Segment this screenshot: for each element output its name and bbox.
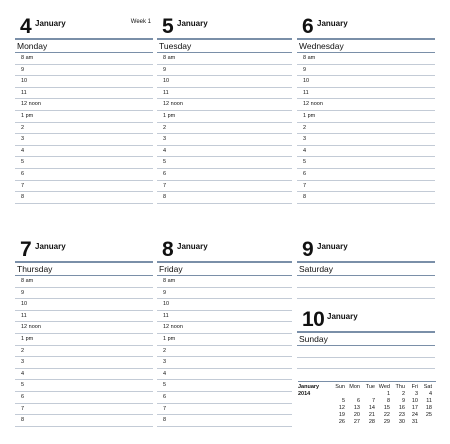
weekday-label: Fri xyxy=(411,384,418,390)
hour-slot: 5 xyxy=(15,157,153,169)
date-cell: 17 xyxy=(411,405,418,411)
hour-slot: 8 am xyxy=(15,276,153,288)
hour-slots xyxy=(15,53,153,204)
hour-slot: 3 xyxy=(15,357,153,369)
hour-slot: 5 xyxy=(157,157,292,169)
date-cell: 7 xyxy=(371,398,375,404)
date-cell: 27 xyxy=(353,419,360,425)
hour-slots xyxy=(297,53,435,204)
mini-calendar-year: 2014 xyxy=(298,391,311,397)
day-month: January xyxy=(35,242,66,251)
hour-slot: 2 xyxy=(157,123,292,135)
hour-slot: 12 noon xyxy=(15,99,153,111)
date-cell: 11 xyxy=(426,398,432,404)
hour-slot: 3 xyxy=(157,357,292,369)
hour-slot: 12 noon xyxy=(297,99,435,111)
hour-slot: 1 pm xyxy=(297,111,435,123)
weekday-label: Tue xyxy=(365,384,375,390)
hour-slot: 8 am xyxy=(157,53,292,65)
date-cell: 31 xyxy=(411,419,418,425)
date-cell: 24 xyxy=(411,412,418,418)
day-name: Saturday xyxy=(297,263,435,276)
blank-line xyxy=(297,346,435,358)
hour-slot: 10 xyxy=(15,299,153,311)
hour-slot: 3 xyxy=(15,134,153,146)
date-cell: 13 xyxy=(353,405,360,411)
date-cell: 15 xyxy=(383,405,390,411)
hour-slot: 11 xyxy=(157,311,292,323)
hour-slot: 4 xyxy=(15,146,153,158)
date-cell: 25 xyxy=(425,412,432,418)
date-cell: 12 xyxy=(338,405,345,411)
hour-slot: 1 pm xyxy=(15,334,153,346)
hour-slot: 9 xyxy=(297,65,435,77)
day-block-sunday xyxy=(297,308,435,369)
day-column-wednesday xyxy=(297,15,435,204)
hour-slot: 3 xyxy=(297,134,435,146)
hour-slot: 9 xyxy=(15,288,153,300)
blank-line xyxy=(297,358,435,370)
day-number: 7 xyxy=(20,238,32,261)
day-month: January xyxy=(327,312,358,321)
hour-slot: 1 pm xyxy=(157,111,292,123)
day-number: 5 xyxy=(162,15,174,38)
date-cell: 5 xyxy=(341,398,345,404)
day-month: January xyxy=(317,242,348,251)
day-number: 6 xyxy=(302,15,314,38)
day-name: Friday xyxy=(157,263,292,276)
hour-slots xyxy=(157,276,292,427)
hour-slot: 12 noon xyxy=(15,322,153,334)
hour-slot: 8 am xyxy=(157,276,292,288)
date-cell: 6 xyxy=(356,398,360,404)
hour-slot: 6 xyxy=(157,169,292,181)
date-cell: 16 xyxy=(398,405,405,411)
date-cell: 29 xyxy=(383,419,390,425)
day-month: January xyxy=(177,19,208,28)
day-column-friday xyxy=(157,238,292,427)
date-cell: 23 xyxy=(398,412,405,418)
hour-slot: 8 xyxy=(157,192,292,204)
hour-slot: 4 xyxy=(15,369,153,381)
hour-slot: 1 pm xyxy=(157,334,292,346)
hour-slot: 6 xyxy=(15,392,153,404)
hour-slot: 5 xyxy=(297,157,435,169)
hour-slot: 2 xyxy=(297,123,435,135)
date-cell: 10 xyxy=(411,398,418,404)
day-number: 10 xyxy=(302,308,325,331)
weekday-label: Sun xyxy=(335,384,345,390)
date-cell: 9 xyxy=(401,398,405,404)
hour-slot: 10 xyxy=(297,76,435,88)
mini-calendar-month: January xyxy=(298,384,320,390)
hour-slot: 8 xyxy=(15,415,153,427)
hour-slot: 10 xyxy=(157,299,292,311)
hour-slot: 6 xyxy=(157,392,292,404)
date-cell: 21 xyxy=(368,412,375,418)
weekday-label: Mon xyxy=(349,384,360,390)
hour-slot: 5 xyxy=(15,380,153,392)
hour-slots xyxy=(157,53,292,204)
hour-slot: 5 xyxy=(157,380,292,392)
date-cell: 20 xyxy=(353,412,360,418)
mini-calendar-rule xyxy=(298,381,436,382)
day-header xyxy=(157,15,292,38)
hour-slot: 10 xyxy=(15,76,153,88)
day-header xyxy=(297,15,435,38)
date-cell: 18 xyxy=(425,405,432,411)
day-month: January xyxy=(177,242,208,251)
day-month: January xyxy=(317,19,348,28)
date-cell: 30 xyxy=(398,419,405,425)
day-name: Sunday xyxy=(297,333,435,346)
date-cell: 2 xyxy=(401,391,405,397)
day-block-saturday xyxy=(297,238,435,299)
hour-slot: 7 xyxy=(157,404,292,416)
day-column-monday xyxy=(15,15,153,204)
hour-slot: 11 xyxy=(297,88,435,100)
hour-slot: 12 noon xyxy=(157,99,292,111)
day-month: January xyxy=(35,19,66,28)
weekday-label: Thu xyxy=(395,384,405,390)
day-name: Thursday xyxy=(15,263,153,276)
hour-slot: 8 am xyxy=(15,53,153,65)
weekday-label: Wed xyxy=(378,384,390,390)
hour-slot: 2 xyxy=(157,346,292,358)
date-cell: 4 xyxy=(428,391,432,397)
day-header xyxy=(297,238,435,261)
hour-slots xyxy=(15,276,153,427)
date-cell: 14 xyxy=(368,405,375,411)
hour-slot: 11 xyxy=(157,88,292,100)
hour-slot: 8 am xyxy=(297,53,435,65)
hour-slot: 4 xyxy=(157,146,292,158)
hour-slot: 1 pm xyxy=(15,111,153,123)
hour-slot: 8 xyxy=(157,415,292,427)
hour-slot: 7 xyxy=(157,181,292,193)
hour-slot: 7 xyxy=(15,181,153,193)
date-cell: 8 xyxy=(386,398,390,404)
date-cell: 19 xyxy=(338,412,345,418)
hour-slot: 2 xyxy=(15,123,153,135)
blank-line xyxy=(297,288,435,300)
hour-slot: 2 xyxy=(15,346,153,358)
day-number: 4 xyxy=(20,15,32,38)
blank-line xyxy=(297,276,435,288)
hour-slot: 10 xyxy=(157,76,292,88)
hour-slot: 9 xyxy=(157,65,292,77)
hour-slot: 11 xyxy=(15,311,153,323)
hour-slot: 8 xyxy=(297,192,435,204)
date-cell: 22 xyxy=(383,412,390,418)
hour-slot: 8 xyxy=(15,192,153,204)
day-name: Wednesday xyxy=(297,40,435,53)
day-header xyxy=(15,15,153,38)
hour-slot: 3 xyxy=(157,134,292,146)
week-number: Week 1 xyxy=(130,19,151,25)
day-header xyxy=(15,238,153,261)
hour-slot: 11 xyxy=(15,88,153,100)
hour-slot: 12 noon xyxy=(157,322,292,334)
hour-slot: 4 xyxy=(297,146,435,158)
date-cell: 1 xyxy=(386,391,390,397)
day-number: 8 xyxy=(162,238,174,261)
mini-calendar xyxy=(298,381,436,425)
day-name: Monday xyxy=(15,40,153,53)
hour-slot: 9 xyxy=(157,288,292,300)
date-cell: 26 xyxy=(338,419,345,425)
hour-slot: 6 xyxy=(297,169,435,181)
day-column-thursday xyxy=(15,238,153,427)
day-column-tuesday xyxy=(157,15,292,204)
date-cell: 28 xyxy=(368,419,375,425)
day-header xyxy=(157,238,292,261)
hour-slot: 7 xyxy=(297,181,435,193)
hour-slot: 6 xyxy=(15,169,153,181)
day-number: 9 xyxy=(302,238,314,261)
day-header xyxy=(297,308,435,331)
hour-slot: 9 xyxy=(15,65,153,77)
day-name: Tuesday xyxy=(157,40,292,53)
hour-slot: 4 xyxy=(157,369,292,381)
hour-slot: 7 xyxy=(15,404,153,416)
date-cell: 3 xyxy=(414,391,418,397)
weekday-label: Sat xyxy=(423,384,432,390)
